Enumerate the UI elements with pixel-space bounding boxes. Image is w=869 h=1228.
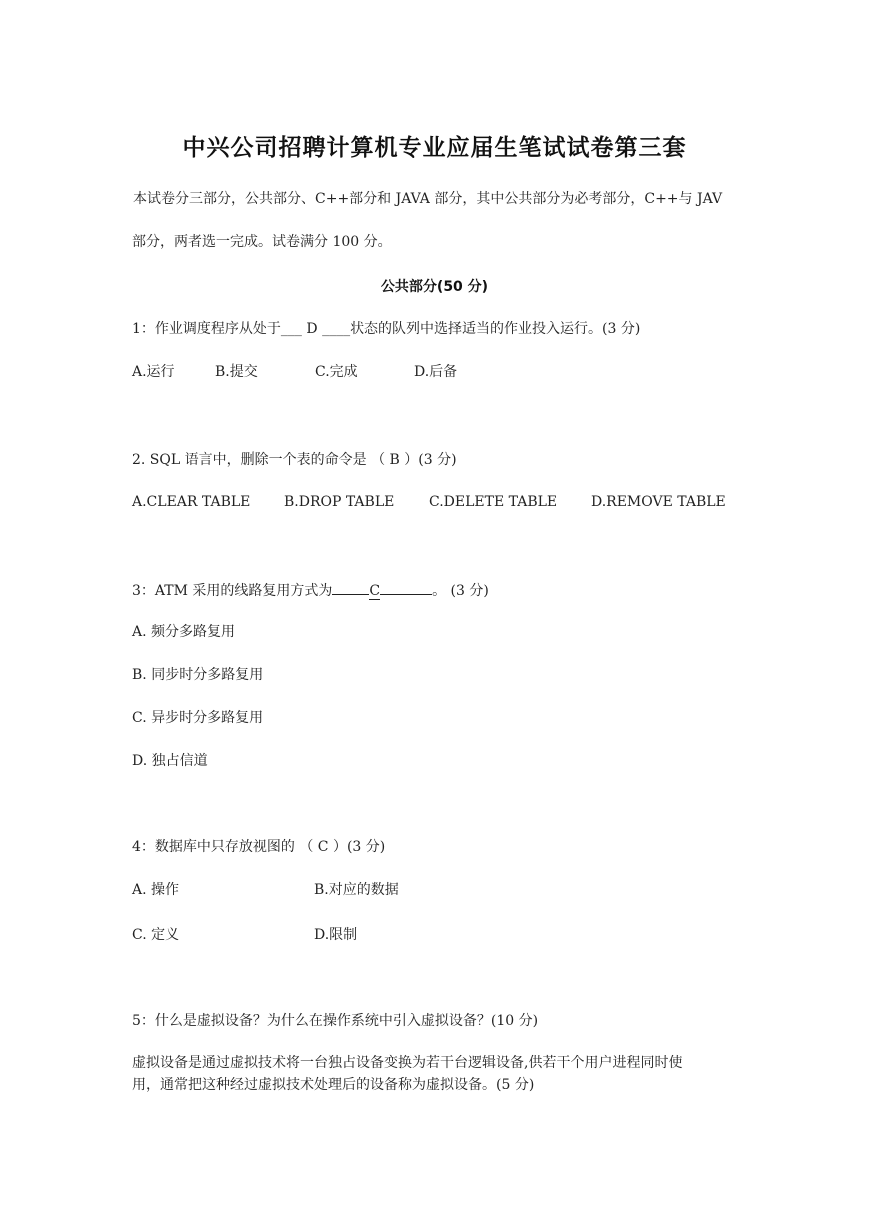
question-4-option-d: D.限制	[314, 927, 358, 943]
question-1-option-b: B.提交	[215, 364, 258, 380]
question-3-option-d: D. 独占信道	[132, 753, 208, 769]
question-1-option-a: A.运行	[132, 364, 175, 380]
question-3-option-b: B. 同步时分多路复用	[132, 667, 264, 683]
question-1-suffix: 状态的队列中选择适当的作业投入运行。(3 分)	[350, 321, 641, 337]
question-1-prefix: 1：作业调度程序从处于	[132, 321, 281, 337]
question-1	[132, 320, 640, 338]
question-1-option-d: D.后备	[414, 364, 458, 380]
question-5-answer-line-2: 用，通常把这种经过虚拟技术处理后的设备称为虚拟设备。(5 分)	[132, 1077, 535, 1093]
question-5: 5：什么是虚拟设备？为什么在操作系统中引入虚拟设备？(10 分)	[132, 1013, 539, 1029]
question-4-option-b: B.对应的数据	[314, 882, 399, 898]
section-title: 公共部分(50 分)	[380, 279, 489, 295]
question-2-option-b: B.DROP TABLE	[284, 494, 395, 510]
question-3-option-a: A. 频分多路复用	[132, 624, 236, 640]
question-5-answer-line-1: 虚拟设备是通过虚拟技术将一台独占设备变换为若干台逻辑设备,供若干个用户进程同时使	[132, 1055, 683, 1071]
question-1-blank-2: ____	[322, 321, 351, 337]
question-3-option-c: C. 异步时分多路复用	[132, 710, 264, 726]
question-1-blank-1: ___	[280, 321, 302, 337]
intro-line-2: 部分，两者选一完成。试卷满分 100 分。	[132, 234, 392, 250]
question-4-option-c: C. 定义	[132, 927, 180, 943]
question-1-answer: D	[306, 321, 318, 337]
question-3-prefix: 3：ATM 采用的线路复用方式为	[132, 583, 333, 599]
question-3-answer: C	[369, 583, 381, 599]
question-3	[132, 580, 489, 600]
document-title: 中兴公司招聘计算机专业应届生笔试试卷第三套	[182, 135, 687, 161]
question-2-option-a: A.CLEAR TABLE	[132, 494, 251, 510]
question-2-option-c: C.DELETE TABLE	[429, 494, 558, 510]
question-2-option-d: D.REMOVE TABLE	[591, 494, 726, 510]
question-3-blank-right	[380, 580, 432, 595]
intro-line-1: 本试卷分三部分，公共部分、C++部分和 JAVA 部分，其中公共部分为必考部分，C++与 JAV	[133, 191, 723, 207]
question-3-blank-left	[332, 580, 369, 595]
question-4-option-a: A. 操作	[132, 882, 180, 898]
question-2: 2. SQL 语言中，删除一个表的命令是 （ B ）(3 分)	[132, 452, 457, 468]
question-1-option-c: C.完成	[315, 364, 358, 380]
question-4: 4：数据库中只存放视图的 （ C ）(3 分)	[132, 839, 386, 855]
question-3-suffix: 。 (3 分)	[432, 583, 489, 599]
